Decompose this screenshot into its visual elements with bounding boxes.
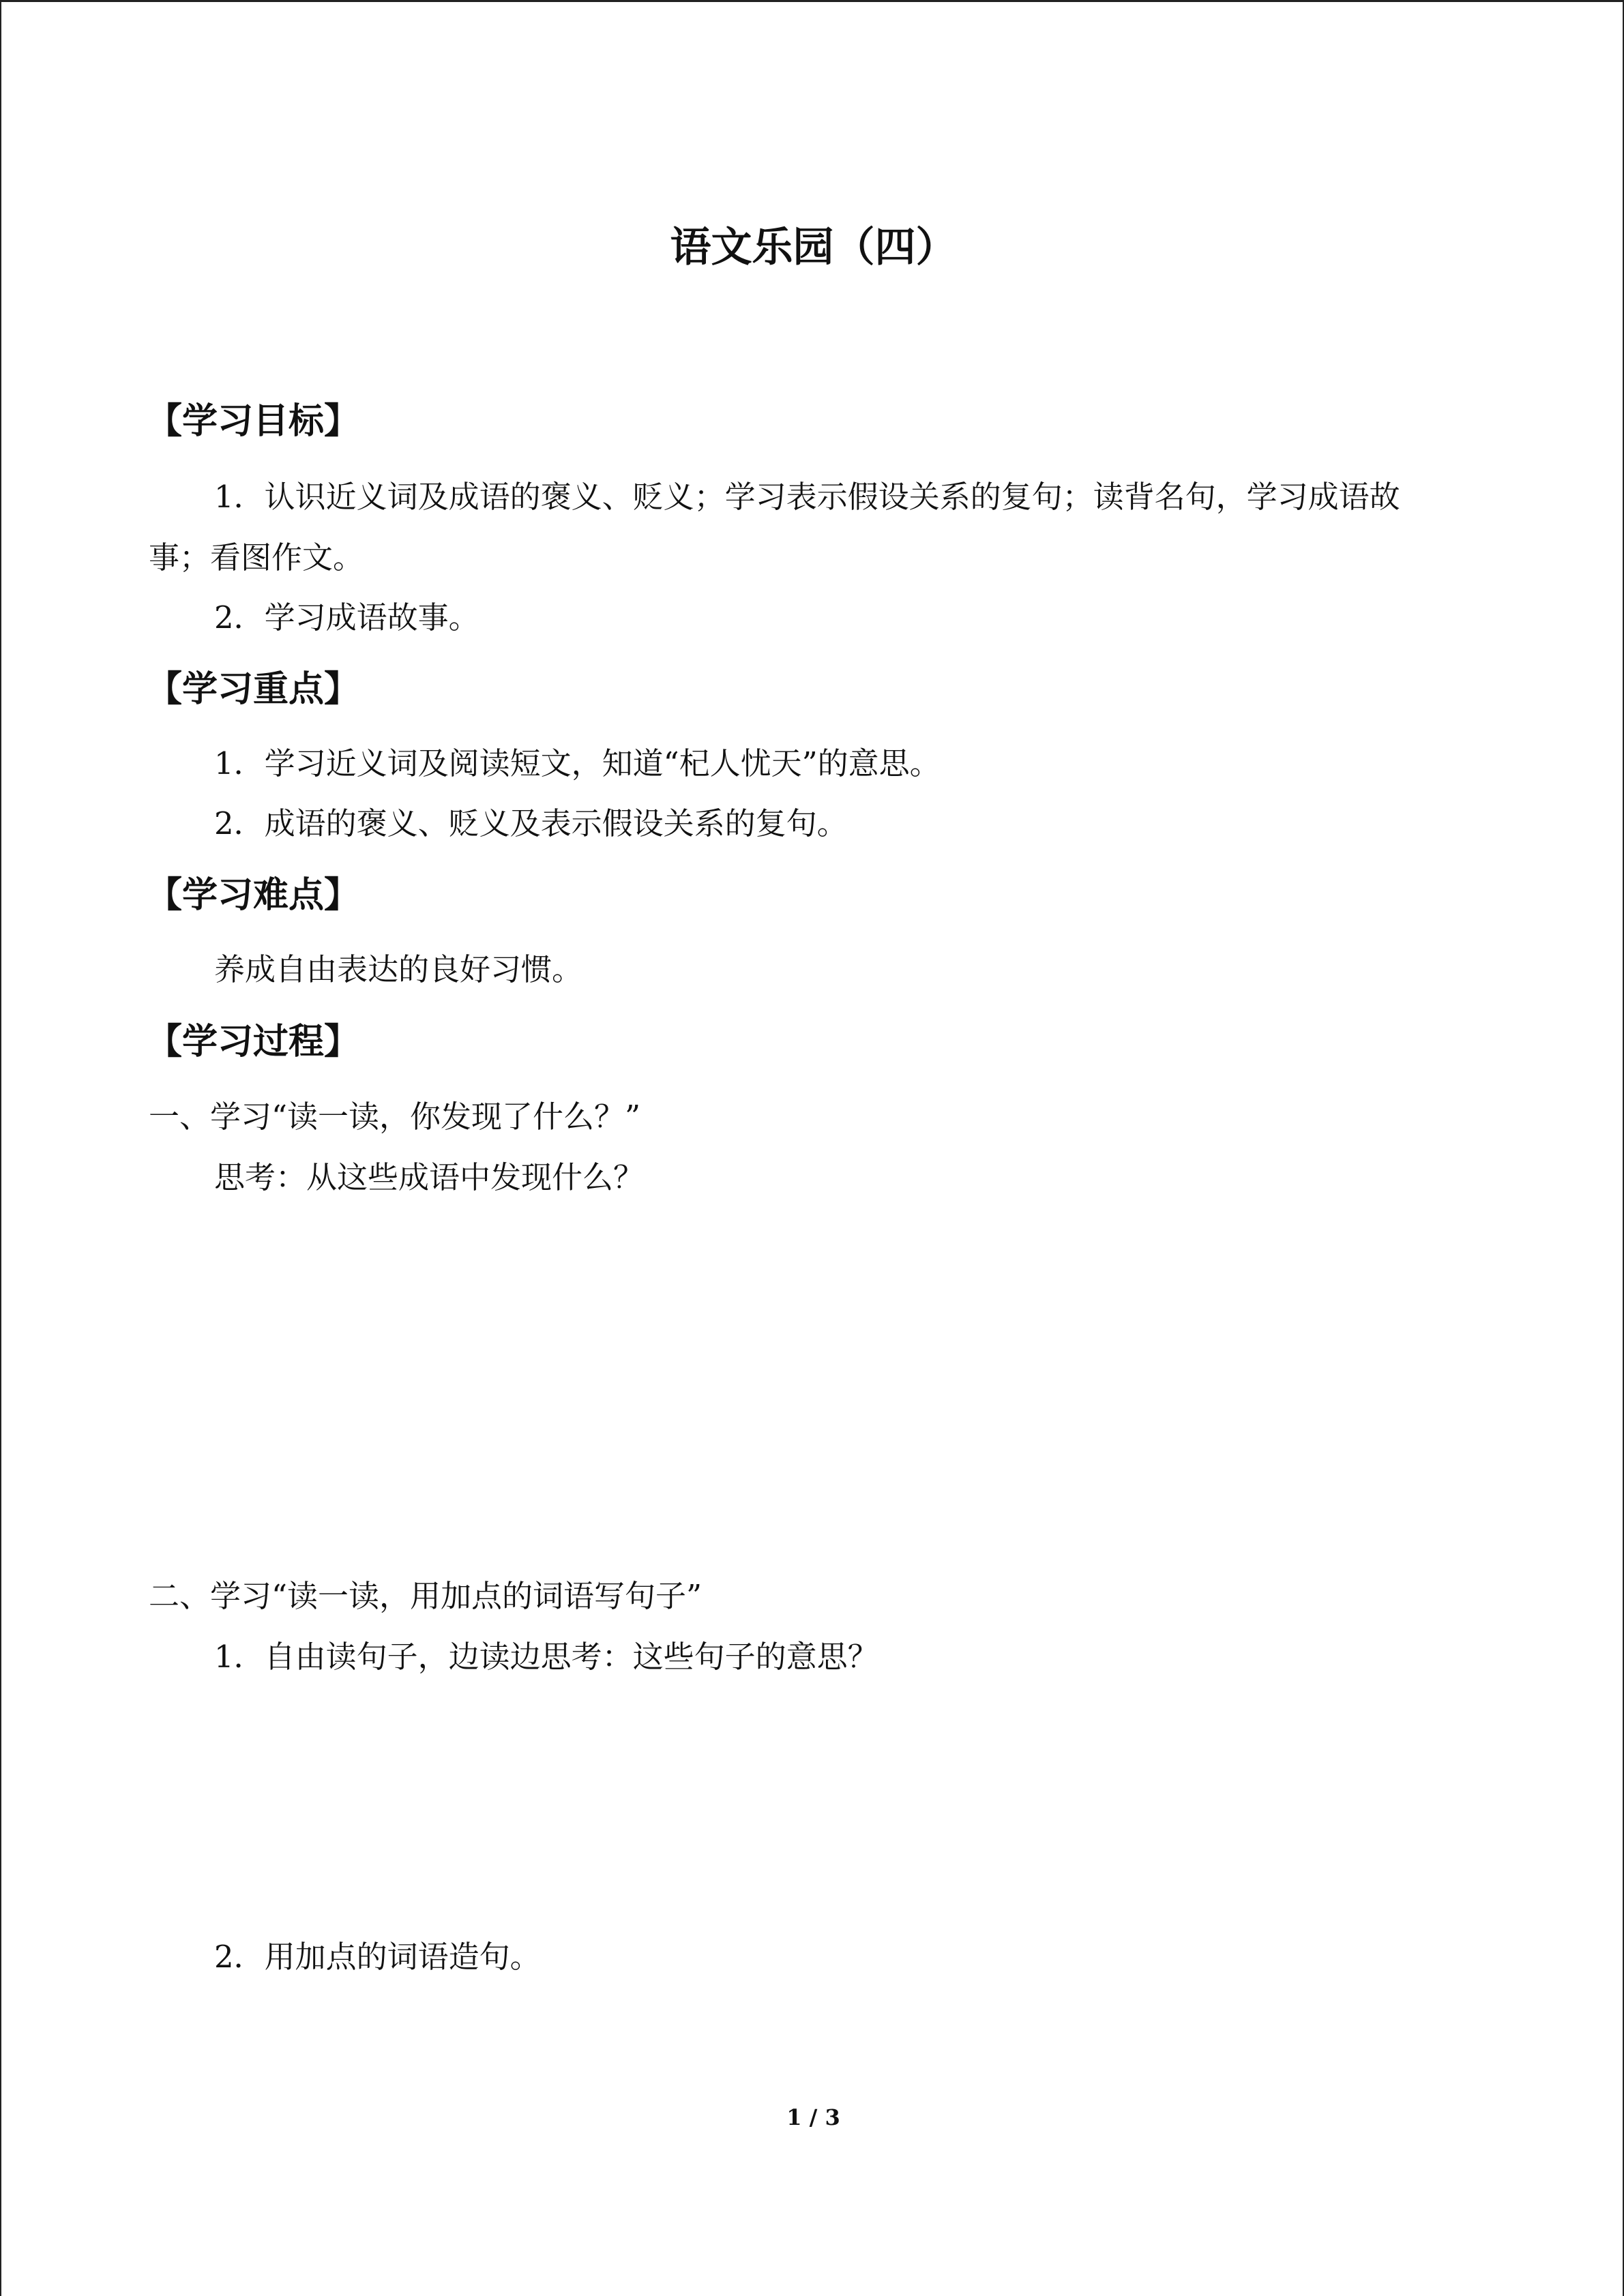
heading-key-points: 【学习重点】 <box>147 669 360 710</box>
process-part-1-question: 思考：从这些成语中发现什么？ <box>214 1159 645 1195</box>
heading-difficulties: 【学习难点】 <box>147 875 360 916</box>
goal-item-1-line-1: 1．认识近义词及成语的褒义、贬义；学习表示假设关系的复句；读背名句，学习成语故 <box>214 479 1400 515</box>
heading-learning-process: 【学习过程】 <box>147 1022 360 1062</box>
key-point-item-2: 2．成语的褒义、贬义及表示假设关系的复句。 <box>214 805 848 841</box>
heading-learning-goals: 【学习目标】 <box>147 401 360 442</box>
process-part-2-question-1: 1．自由读句子，边读边思考：这些句子的意思？ <box>214 1639 879 1675</box>
goal-item-2: 2．学习成语故事。 <box>214 599 479 636</box>
process-part-1-title: 一、学习“读一读，你发现了什么？” <box>149 1099 641 1135</box>
key-point-item-1: 1．学习近义词及阅读短文，知道“杞人忧天”的意思。 <box>214 745 941 781</box>
goal-item-1-line-2: 事；看图作文。 <box>149 539 364 576</box>
process-part-2-title: 二、学习“读一读，用加点的词语写句子” <box>149 1578 703 1614</box>
page-number: 1 / 3 <box>786 2104 840 2130</box>
page-title: 语文乐园（四） <box>670 224 957 271</box>
difficulty-item-1: 养成自由表达的良好习惯。 <box>214 951 583 987</box>
process-part-2-question-2: 2．用加点的词语造句。 <box>214 1939 541 1975</box>
